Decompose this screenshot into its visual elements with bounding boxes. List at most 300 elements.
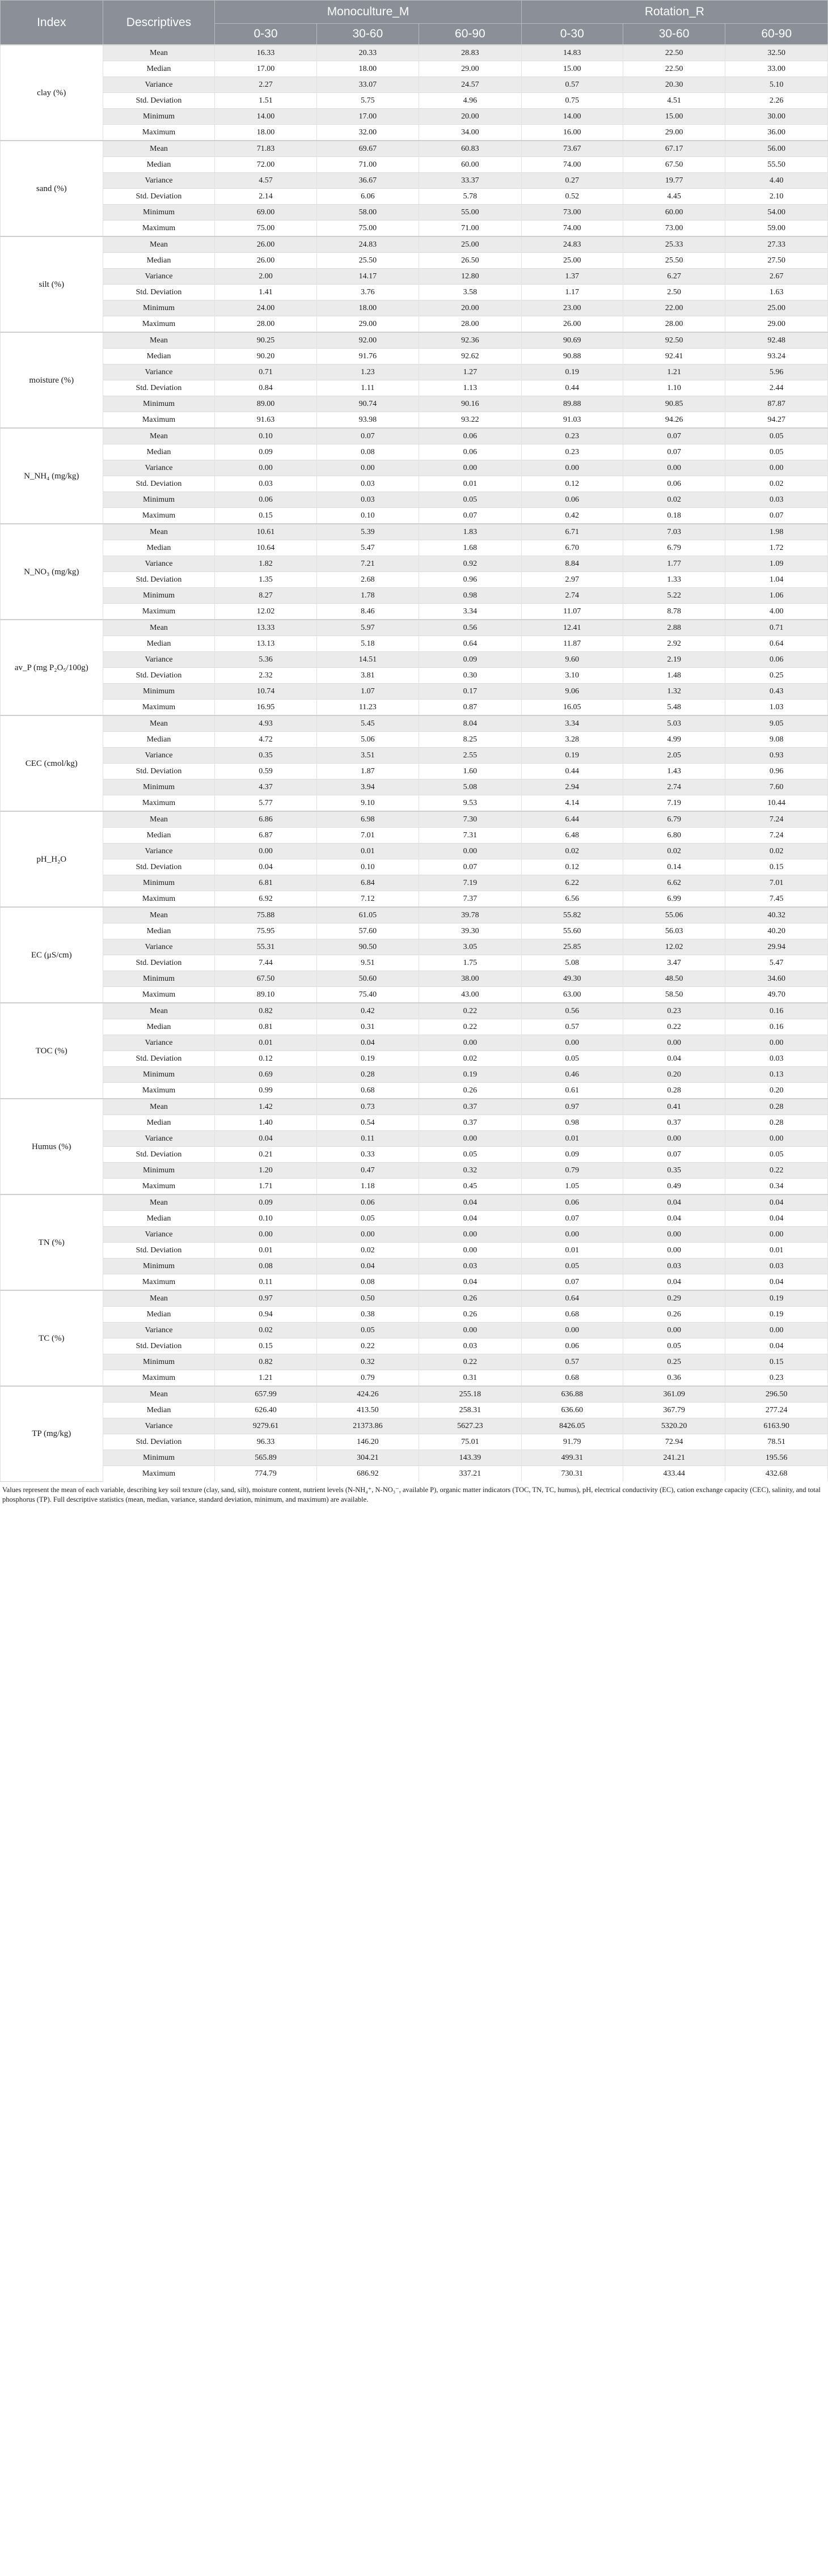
- value-cell: 1.37: [521, 269, 623, 285]
- value-cell: 12.80: [419, 269, 522, 285]
- value-cell: 8.27: [215, 588, 316, 604]
- value-cell: 1.41: [215, 285, 316, 300]
- value-cell: 21373.86: [316, 1418, 419, 1434]
- table-row: [1, 811, 828, 828]
- value-cell: 49.30: [521, 971, 623, 987]
- value-cell: 58.50: [623, 987, 725, 1003]
- value-cell: 6.92: [215, 891, 316, 908]
- value-cell: 93.98: [316, 412, 419, 429]
- value-cell: 0.98: [419, 588, 522, 604]
- value-cell: 0.05: [419, 1147, 522, 1163]
- value-cell: 0.05: [623, 1338, 725, 1354]
- value-cell: 0.00: [623, 1131, 725, 1147]
- value-cell: 48.50: [623, 971, 725, 987]
- value-cell: 17.00: [215, 61, 316, 77]
- table-row: [1, 1003, 828, 1019]
- header-depth: 0-30: [521, 24, 623, 45]
- value-cell: 0.11: [215, 1274, 316, 1291]
- value-cell: 6.71: [521, 524, 623, 540]
- table-row: [1, 1051, 828, 1067]
- table-row: [1, 365, 828, 380]
- value-cell: 0.07: [623, 1147, 725, 1163]
- descriptive-label-cell: Median: [103, 1019, 215, 1035]
- value-cell: 3.81: [316, 668, 419, 684]
- table-row: [1, 45, 828, 61]
- table-row: [1, 205, 828, 221]
- table-row: [1, 332, 828, 349]
- value-cell: 25.85: [521, 939, 623, 955]
- value-cell: 0.13: [725, 1067, 828, 1083]
- table-row: [1, 1035, 828, 1051]
- value-cell: 89.00: [215, 396, 316, 412]
- value-cell: 17.00: [316, 109, 419, 125]
- value-cell: 0.06: [521, 492, 623, 508]
- table-row: [1, 1370, 828, 1387]
- value-cell: 0.05: [419, 492, 522, 508]
- table-row: [1, 715, 828, 732]
- value-cell: 0.03: [419, 1259, 522, 1274]
- value-cell: 636.88: [521, 1386, 623, 1403]
- value-cell: 1.11: [316, 380, 419, 396]
- value-cell: 0.36: [623, 1370, 725, 1387]
- value-cell: 63.00: [521, 987, 623, 1003]
- value-cell: 7.60: [725, 779, 828, 795]
- value-cell: 3.05: [419, 939, 522, 955]
- value-cell: 33.37: [419, 173, 522, 189]
- value-cell: 0.02: [725, 844, 828, 859]
- descriptive-label-cell: Variance: [103, 365, 215, 380]
- value-cell: 26.00: [521, 316, 623, 333]
- descriptive-label-cell: Std. Deviation: [103, 1434, 215, 1450]
- value-cell: 14.51: [316, 652, 419, 668]
- descriptive-label-cell: Minimum: [103, 1259, 215, 1274]
- descriptive-label-cell: Median: [103, 157, 215, 173]
- value-cell: 6.44: [521, 811, 623, 828]
- descriptive-label-cell: Minimum: [103, 205, 215, 221]
- table-row: [1, 556, 828, 572]
- value-cell: 5.77: [215, 795, 316, 812]
- descriptive-label-cell: Minimum: [103, 1354, 215, 1370]
- value-cell: 73.67: [521, 141, 623, 157]
- value-cell: 9.60: [521, 652, 623, 668]
- value-cell: 0.79: [316, 1370, 419, 1387]
- value-cell: 0.23: [623, 1003, 725, 1019]
- table-row: [1, 1211, 828, 1227]
- value-cell: 0.84: [215, 380, 316, 396]
- value-cell: 0.20: [623, 1067, 725, 1083]
- descriptive-label-cell: Mean: [103, 428, 215, 444]
- value-cell: 13.33: [215, 620, 316, 636]
- value-cell: 0.04: [623, 1051, 725, 1067]
- variable-index-cell: sand (%): [1, 141, 103, 236]
- descriptive-label-cell: Maximum: [103, 508, 215, 524]
- value-cell: 1.10: [623, 380, 725, 396]
- value-cell: 0.00: [623, 1035, 725, 1051]
- descriptive-label-cell: Mean: [103, 236, 215, 253]
- value-cell: 26.50: [419, 253, 522, 269]
- value-cell: 0.00: [521, 1227, 623, 1243]
- value-cell: 0.01: [725, 1243, 828, 1259]
- value-cell: 0.44: [521, 380, 623, 396]
- value-cell: 16.33: [215, 45, 316, 61]
- table-row: [1, 1131, 828, 1147]
- value-cell: 2.68: [316, 572, 419, 588]
- value-cell: 55.50: [725, 157, 828, 173]
- value-cell: 1.03: [725, 700, 828, 716]
- value-cell: 0.00: [521, 1323, 623, 1338]
- value-cell: 6.84: [316, 875, 419, 891]
- value-cell: 71.00: [419, 221, 522, 237]
- value-cell: 4.00: [725, 604, 828, 620]
- value-cell: 96.33: [215, 1434, 316, 1450]
- value-cell: 0.20: [725, 1083, 828, 1099]
- descriptive-label-cell: Mean: [103, 811, 215, 828]
- value-cell: 4.40: [725, 173, 828, 189]
- value-cell: 7.01: [316, 828, 419, 844]
- descriptive-label-cell: Minimum: [103, 492, 215, 508]
- value-cell: 90.85: [623, 396, 725, 412]
- value-cell: 22.00: [623, 300, 725, 316]
- value-cell: 72.00: [215, 157, 316, 173]
- value-cell: 5.48: [623, 700, 725, 716]
- value-cell: 11.07: [521, 604, 623, 620]
- descriptive-label-cell: Maximum: [103, 604, 215, 620]
- value-cell: 0.06: [521, 1338, 623, 1354]
- value-cell: 39.78: [419, 907, 522, 923]
- value-cell: 91.03: [521, 412, 623, 429]
- value-cell: 19.77: [623, 173, 725, 189]
- value-cell: 5.18: [316, 636, 419, 652]
- value-cell: 4.93: [215, 715, 316, 732]
- descriptive-label-cell: Median: [103, 1211, 215, 1227]
- value-cell: 0.02: [215, 1323, 316, 1338]
- value-cell: 6.79: [623, 811, 725, 828]
- value-cell: 89.88: [521, 396, 623, 412]
- value-cell: 3.76: [316, 285, 419, 300]
- value-cell: 2.05: [623, 748, 725, 764]
- descriptive-label-cell: Maximum: [103, 1370, 215, 1387]
- value-cell: 73.00: [521, 205, 623, 221]
- value-cell: 5.22: [623, 588, 725, 604]
- table-row: [1, 748, 828, 764]
- table-row: [1, 1147, 828, 1163]
- variable-index-cell: TC (%): [1, 1290, 103, 1386]
- value-cell: 0.31: [316, 1019, 419, 1035]
- value-cell: 0.02: [623, 844, 725, 859]
- value-cell: 0.79: [521, 1163, 623, 1179]
- value-cell: 0.03: [316, 492, 419, 508]
- variable-index-cell: N_NH₄ (mg/kg): [1, 428, 103, 524]
- value-cell: 6.87: [215, 828, 316, 844]
- value-cell: 0.15: [215, 508, 316, 524]
- value-cell: 5320.20: [623, 1418, 725, 1434]
- value-cell: 0.22: [725, 1163, 828, 1179]
- value-cell: 0.94: [215, 1307, 316, 1323]
- table-row: [1, 1019, 828, 1035]
- value-cell: 4.99: [623, 732, 725, 748]
- descriptive-label-cell: Mean: [103, 141, 215, 157]
- descriptive-label-cell: Std. Deviation: [103, 1243, 215, 1259]
- value-cell: 1.51: [215, 93, 316, 109]
- value-cell: 0.54: [316, 1115, 419, 1131]
- value-cell: 0.25: [725, 668, 828, 684]
- value-cell: 0.22: [419, 1019, 522, 1035]
- descriptive-label-cell: Maximum: [103, 316, 215, 333]
- table-row: [1, 604, 828, 620]
- value-cell: 0.00: [623, 1323, 725, 1338]
- descriptive-label-cell: Mean: [103, 1099, 215, 1115]
- value-cell: 59.00: [725, 221, 828, 237]
- value-cell: 0.00: [623, 460, 725, 476]
- value-cell: 0.07: [521, 1274, 623, 1291]
- value-cell: 32.50: [725, 45, 828, 61]
- value-cell: 1.20: [215, 1163, 316, 1179]
- table-row: [1, 476, 828, 492]
- value-cell: 1.35: [215, 572, 316, 588]
- value-cell: 0.09: [215, 1194, 316, 1211]
- value-cell: 14.00: [521, 109, 623, 125]
- header-depth: 30-60: [623, 24, 725, 45]
- value-cell: 16.05: [521, 700, 623, 716]
- table-row: [1, 1227, 828, 1243]
- value-cell: 0.00: [725, 460, 828, 476]
- descriptive-label-cell: Median: [103, 1403, 215, 1418]
- value-cell: 0.08: [215, 1259, 316, 1274]
- value-cell: 0.30: [419, 668, 522, 684]
- value-cell: 424.26: [316, 1386, 419, 1403]
- table-row: [1, 524, 828, 540]
- descriptive-label-cell: Mean: [103, 715, 215, 732]
- value-cell: 565.89: [215, 1450, 316, 1466]
- value-cell: 1.07: [316, 684, 419, 700]
- value-cell: 3.34: [419, 604, 522, 620]
- descriptive-label-cell: Std. Deviation: [103, 764, 215, 779]
- value-cell: 22.50: [623, 45, 725, 61]
- value-cell: 1.18: [316, 1179, 419, 1195]
- value-cell: 6.98: [316, 811, 419, 828]
- descriptive-label-cell: Variance: [103, 1035, 215, 1051]
- value-cell: 1.82: [215, 556, 316, 572]
- value-cell: 0.05: [725, 444, 828, 460]
- value-cell: 5.36: [215, 652, 316, 668]
- value-cell: 0.25: [623, 1354, 725, 1370]
- value-cell: 24.83: [316, 236, 419, 253]
- table-row: [1, 971, 828, 987]
- value-cell: 0.82: [215, 1354, 316, 1370]
- value-cell: 2.32: [215, 668, 316, 684]
- table-row: [1, 1243, 828, 1259]
- value-cell: 0.04: [215, 1131, 316, 1147]
- value-cell: 4.96: [419, 93, 522, 109]
- value-cell: 774.79: [215, 1466, 316, 1482]
- descriptive-label-cell: Mean: [103, 1386, 215, 1403]
- value-cell: 9.08: [725, 732, 828, 748]
- table-row: [1, 1259, 828, 1274]
- value-cell: 78.51: [725, 1434, 828, 1450]
- table-row: [1, 684, 828, 700]
- value-cell: 0.64: [521, 1290, 623, 1307]
- value-cell: 90.25: [215, 332, 316, 349]
- value-cell: 71.00: [316, 157, 419, 173]
- value-cell: 0.22: [316, 1338, 419, 1354]
- descriptive-label-cell: Std. Deviation: [103, 189, 215, 205]
- value-cell: 0.00: [521, 460, 623, 476]
- table-row: [1, 61, 828, 77]
- value-cell: 413.50: [316, 1403, 419, 1418]
- value-cell: 29.00: [419, 61, 522, 77]
- descriptive-label-cell: Minimum: [103, 1450, 215, 1466]
- value-cell: 4.72: [215, 732, 316, 748]
- value-cell: 55.31: [215, 939, 316, 955]
- value-cell: 0.43: [725, 684, 828, 700]
- value-cell: 0.05: [725, 1147, 828, 1163]
- value-cell: 241.21: [623, 1450, 725, 1466]
- value-cell: 0.00: [725, 1035, 828, 1051]
- value-cell: 0.05: [521, 1051, 623, 1067]
- value-cell: 56.00: [725, 141, 828, 157]
- value-cell: 9.53: [419, 795, 522, 812]
- value-cell: 60.00: [419, 157, 522, 173]
- value-cell: 1.21: [623, 365, 725, 380]
- value-cell: 22.50: [623, 61, 725, 77]
- value-cell: 5.03: [623, 715, 725, 732]
- variable-index-cell: pH_H₂O: [1, 811, 103, 907]
- value-cell: 14.00: [215, 109, 316, 125]
- descriptive-label-cell: Variance: [103, 939, 215, 955]
- value-cell: 0.59: [215, 764, 316, 779]
- value-cell: 0.06: [316, 1194, 419, 1211]
- value-cell: 0.06: [215, 492, 316, 508]
- value-cell: 0.57: [521, 1019, 623, 1035]
- value-cell: 94.26: [623, 412, 725, 429]
- value-cell: 0.00: [725, 1227, 828, 1243]
- value-cell: 4.14: [521, 795, 623, 812]
- value-cell: 10.64: [215, 540, 316, 556]
- value-cell: 0.09: [521, 1147, 623, 1163]
- value-cell: 6.48: [521, 828, 623, 844]
- table-row: [1, 444, 828, 460]
- value-cell: 11.23: [316, 700, 419, 716]
- value-cell: 0.12: [521, 476, 623, 492]
- table-row: [1, 875, 828, 891]
- value-cell: 432.68: [725, 1466, 828, 1482]
- table-row: [1, 859, 828, 875]
- value-cell: 15.00: [623, 109, 725, 125]
- value-cell: 146.20: [316, 1434, 419, 1450]
- value-cell: 0.07: [316, 428, 419, 444]
- value-cell: 2.19: [623, 652, 725, 668]
- value-cell: 0.19: [419, 1067, 522, 1083]
- value-cell: 0.00: [316, 1227, 419, 1243]
- variable-index-cell: Humus (%): [1, 1099, 103, 1194]
- variable-index-cell: CEC (cmol/kg): [1, 715, 103, 811]
- value-cell: 40.32: [725, 907, 828, 923]
- value-cell: 0.26: [623, 1307, 725, 1323]
- table-row: [1, 1115, 828, 1131]
- value-cell: 1.72: [725, 540, 828, 556]
- value-cell: 74.00: [521, 157, 623, 173]
- value-cell: 60.83: [419, 141, 522, 157]
- value-cell: 0.19: [521, 748, 623, 764]
- table-row: [1, 77, 828, 93]
- value-cell: 7.19: [623, 795, 725, 812]
- value-cell: 6163.90: [725, 1418, 828, 1434]
- value-cell: 6.86: [215, 811, 316, 828]
- value-cell: 94.27: [725, 412, 828, 429]
- value-cell: 0.41: [623, 1099, 725, 1115]
- value-cell: 0.57: [521, 1354, 623, 1370]
- value-cell: 1.27: [419, 365, 522, 380]
- value-cell: 6.99: [623, 891, 725, 908]
- value-cell: 0.34: [725, 1179, 828, 1195]
- value-cell: 7.12: [316, 891, 419, 908]
- value-cell: 58.00: [316, 205, 419, 221]
- descriptive-label-cell: Variance: [103, 269, 215, 285]
- value-cell: 90.69: [521, 332, 623, 349]
- value-cell: 0.00: [521, 1035, 623, 1051]
- table-row: [1, 492, 828, 508]
- value-cell: 0.01: [419, 476, 522, 492]
- table-row: [1, 253, 828, 269]
- variable-index-cell: silt (%): [1, 236, 103, 332]
- variable-index-cell: av_P (mg P₂O₅/100g): [1, 620, 103, 715]
- value-cell: 5.75: [316, 93, 419, 109]
- value-cell: 0.00: [419, 460, 522, 476]
- value-cell: 0.15: [725, 859, 828, 875]
- value-cell: 43.00: [419, 987, 522, 1003]
- descriptive-label-cell: Median: [103, 444, 215, 460]
- value-cell: 0.03: [623, 1259, 725, 1274]
- descriptive-label-cell: Median: [103, 732, 215, 748]
- value-cell: 7.30: [419, 811, 522, 828]
- value-cell: 0.71: [725, 620, 828, 636]
- value-cell: 0.07: [521, 1211, 623, 1227]
- table-row: [1, 508, 828, 524]
- descriptive-label-cell: Variance: [103, 460, 215, 476]
- value-cell: 92.00: [316, 332, 419, 349]
- value-cell: 1.05: [521, 1179, 623, 1195]
- descriptive-label-cell: Std. Deviation: [103, 285, 215, 300]
- value-cell: 50.60: [316, 971, 419, 987]
- value-cell: 0.03: [725, 492, 828, 508]
- value-cell: 14.17: [316, 269, 419, 285]
- value-cell: 2.50: [623, 285, 725, 300]
- value-cell: 16.95: [215, 700, 316, 716]
- value-cell: 5.96: [725, 365, 828, 380]
- value-cell: 8.04: [419, 715, 522, 732]
- value-cell: 304.21: [316, 1450, 419, 1466]
- value-cell: 2.14: [215, 189, 316, 205]
- value-cell: 0.50: [316, 1290, 419, 1307]
- value-cell: 4.37: [215, 779, 316, 795]
- value-cell: 5.45: [316, 715, 419, 732]
- value-cell: 0.00: [419, 1243, 522, 1259]
- value-cell: 20.33: [316, 45, 419, 61]
- header-depth: 60-90: [725, 24, 828, 45]
- table-row: [1, 428, 828, 444]
- value-cell: 0.52: [521, 189, 623, 205]
- value-cell: 0.00: [725, 1131, 828, 1147]
- value-cell: 626.40: [215, 1403, 316, 1418]
- value-cell: 0.23: [725, 1370, 828, 1387]
- value-cell: 0.96: [725, 764, 828, 779]
- value-cell: 24.00: [215, 300, 316, 316]
- value-cell: 7.03: [623, 524, 725, 540]
- value-cell: 8.25: [419, 732, 522, 748]
- value-cell: 12.02: [215, 604, 316, 620]
- value-cell: 7.21: [316, 556, 419, 572]
- value-cell: 56.03: [623, 923, 725, 939]
